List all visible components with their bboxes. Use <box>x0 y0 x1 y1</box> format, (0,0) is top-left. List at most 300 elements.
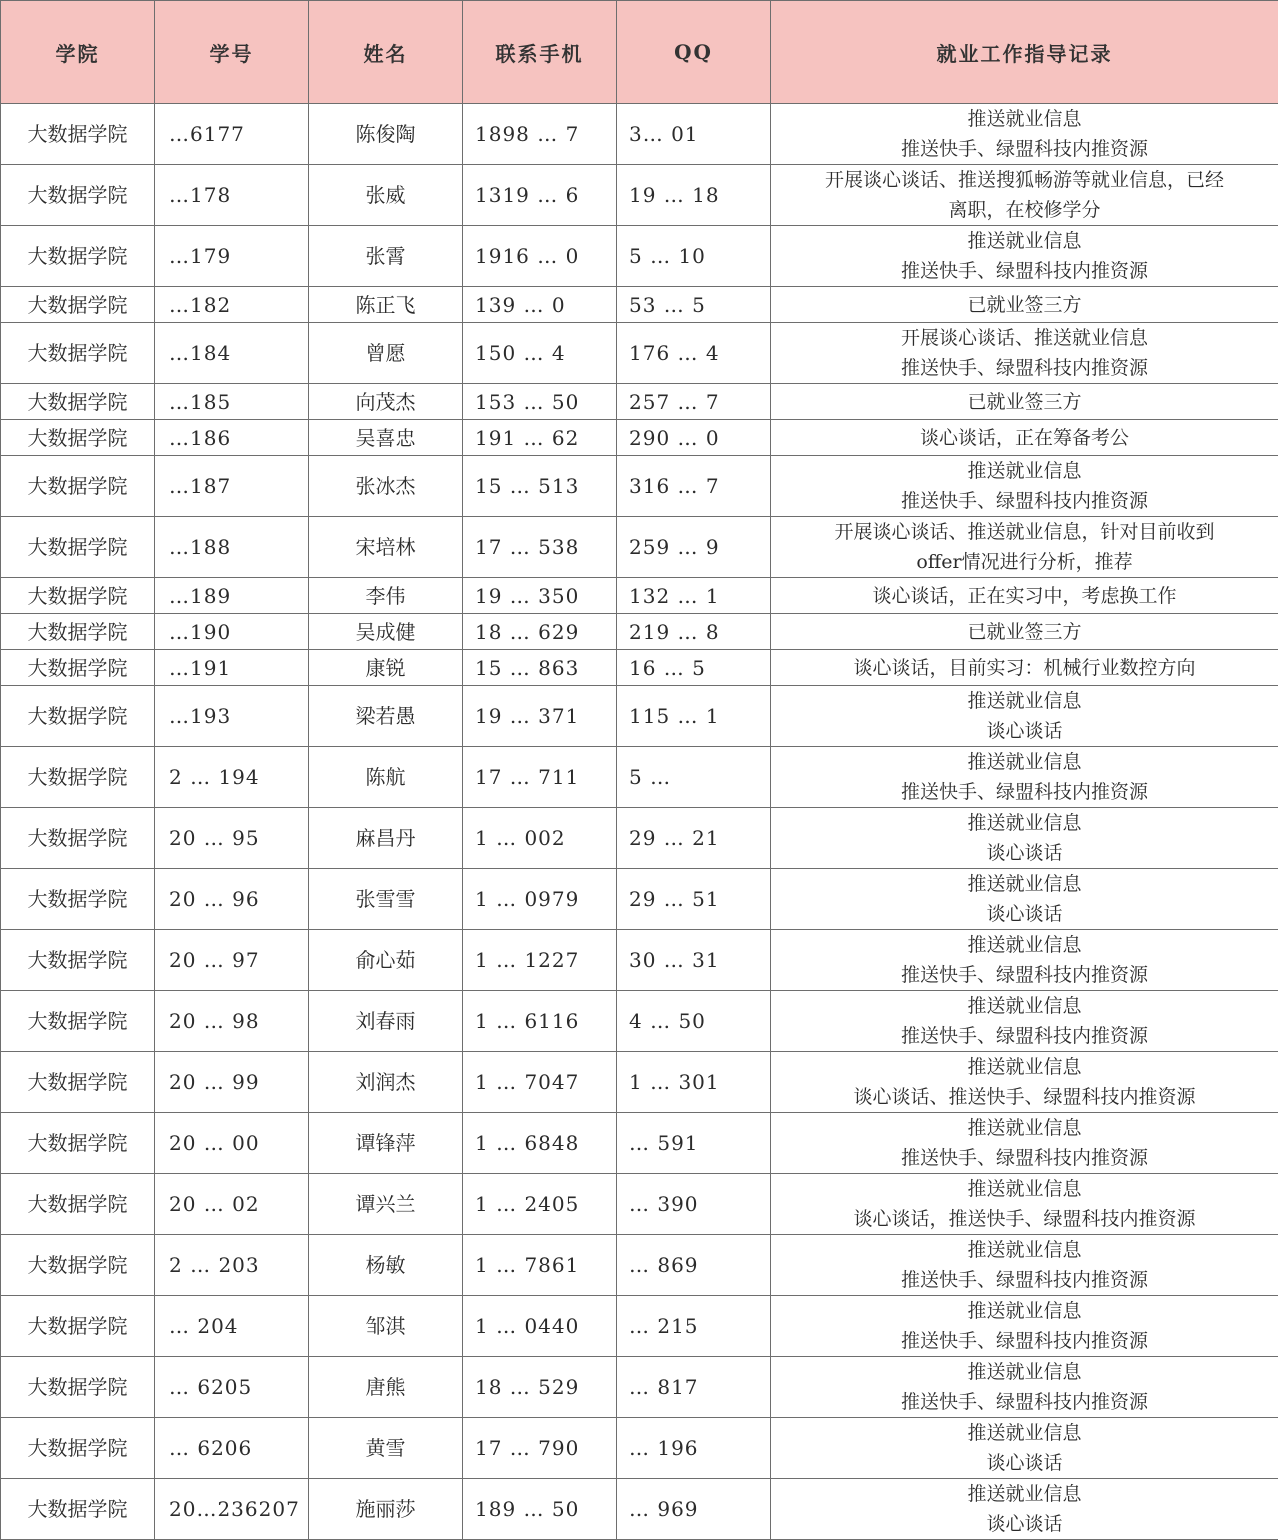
guidance-record-line: 推送就业信息 <box>775 1296 1274 1326</box>
student-id-cell <box>155 1235 309 1296</box>
table-row <box>1 287 1278 323</box>
student-name-cell-text: 梁若愚 <box>356 704 416 728</box>
table-row <box>1 614 1278 650</box>
table-row <box>1 1418 1278 1479</box>
guidance-record-cell <box>771 104 1278 165</box>
student-id-cell-text: 20 … 98 <box>169 1009 260 1033</box>
qq-cell-text: 316 … 7 <box>629 474 720 498</box>
phone-cell <box>463 1052 617 1113</box>
table-row <box>1 1113 1278 1174</box>
college-cell <box>1 1479 155 1540</box>
guidance-record-line: 推送就业信息 <box>775 1479 1274 1509</box>
guidance-record-line: 推送就业信息 <box>775 869 1274 899</box>
phone-cell <box>463 650 617 686</box>
college-cell-text: 大数据学院 <box>28 535 128 559</box>
qq-cell-text: 19 … 18 <box>629 183 720 207</box>
guidance-record-line: 推送就业信息 <box>775 1052 1274 1082</box>
student-id-cell-text: …186 <box>169 426 231 450</box>
college-cell <box>1 1174 155 1235</box>
guidance-record-line: 推送快手、绿盟科技内推资源 <box>775 1143 1274 1173</box>
table-row <box>1 869 1278 930</box>
student-id-cell-text: 2 … 194 <box>169 765 260 789</box>
phone-cell-text: 17 … 790 <box>475 1436 579 1460</box>
student-id-cell <box>155 747 309 808</box>
qq-cell <box>617 384 771 420</box>
college-cell-text: 大数据学院 <box>28 474 128 498</box>
college-cell <box>1 456 155 517</box>
qq-cell <box>617 420 771 456</box>
college-cell-text: 大数据学院 <box>28 765 128 789</box>
guidance-record-line: 推送就业信息 <box>775 1174 1274 1204</box>
guidance-record-line: 谈心谈话，目前实习：机械行业数控方向 <box>775 653 1274 683</box>
college-cell <box>1 226 155 287</box>
qq-cell <box>617 104 771 165</box>
student-id-cell-text: …191 <box>169 656 231 680</box>
student-name-cell <box>309 1357 463 1418</box>
phone-cell-text: 1 … 0440 <box>475 1314 579 1338</box>
student-id-cell <box>155 1479 309 1540</box>
student-id-cell <box>155 991 309 1052</box>
table-row <box>1 420 1278 456</box>
college-cell-text: 大数据学院 <box>28 1497 128 1521</box>
student-id-cell <box>155 323 309 384</box>
student-name-cell <box>309 1235 463 1296</box>
student-name-cell-text: 张雪雪 <box>356 887 416 911</box>
guidance-record-cell <box>771 614 1278 650</box>
table-row <box>1 323 1278 384</box>
phone-cell <box>463 930 617 991</box>
college-cell <box>1 747 155 808</box>
phone-cell-text: 1 … 7047 <box>475 1070 579 1094</box>
header-college: 学院 <box>1 1 155 104</box>
student-name-cell-text: 刘润杰 <box>356 1070 416 1094</box>
student-name-cell <box>309 869 463 930</box>
student-id-cell <box>155 808 309 869</box>
student-name-cell <box>309 1296 463 1357</box>
college-cell-text: 大数据学院 <box>28 1436 128 1460</box>
college-cell-text: 大数据学院 <box>28 1375 128 1399</box>
qq-cell <box>617 614 771 650</box>
guidance-record-line: 谈心谈话，正在筹备考公 <box>775 423 1274 453</box>
guidance-record-line: 推送就业信息 <box>775 686 1274 716</box>
table-row <box>1 165 1278 226</box>
guidance-record-line: 开展谈心谈话、推送就业信息 <box>775 323 1274 353</box>
college-cell-text: 大数据学院 <box>28 1253 128 1277</box>
college-cell-text: 大数据学院 <box>28 390 128 414</box>
student-name-cell <box>309 323 463 384</box>
phone-cell <box>463 747 617 808</box>
student-name-cell <box>309 1052 463 1113</box>
college-cell <box>1 1052 155 1113</box>
college-cell-text: 大数据学院 <box>28 1070 128 1094</box>
college-cell <box>1 1113 155 1174</box>
qq-cell-text: 5 … <box>629 765 671 789</box>
qq-cell-text: 257 … 7 <box>629 390 720 414</box>
guidance-record-line: 谈心谈话 <box>775 716 1274 746</box>
student-name-cell-text: 张霄 <box>366 244 406 268</box>
qq-cell <box>617 1357 771 1418</box>
phone-cell <box>463 1296 617 1357</box>
guidance-record-cell <box>771 456 1278 517</box>
phone-cell-text: 1 … 7861 <box>475 1253 579 1277</box>
qq-cell <box>617 323 771 384</box>
student-id-cell-text: …178 <box>169 183 231 207</box>
phone-cell-text: 17 … 711 <box>475 765 579 789</box>
student-name-cell-text: 向茂杰 <box>356 390 416 414</box>
student-name-cell-text: 吴成健 <box>356 620 416 644</box>
guidance-record-line: 推送快手、绿盟科技内推资源 <box>775 486 1274 516</box>
qq-cell <box>617 869 771 930</box>
table-row <box>1 930 1278 991</box>
college-cell-text: 大数据学院 <box>28 1314 128 1338</box>
phone-cell <box>463 104 617 165</box>
table-row <box>1 650 1278 686</box>
college-cell <box>1 1235 155 1296</box>
student-name-cell-text: 曾愿 <box>366 341 406 365</box>
student-id-cell-text: …185 <box>169 390 231 414</box>
guidance-record-cell <box>771 1052 1278 1113</box>
phone-cell <box>463 1235 617 1296</box>
phone-cell <box>463 991 617 1052</box>
guidance-record-line: 推送快手、绿盟科技内推资源 <box>775 1021 1274 1051</box>
table-row <box>1 104 1278 165</box>
student-id-cell-text: …182 <box>169 293 231 317</box>
guidance-record-cell <box>771 808 1278 869</box>
phone-cell-text: 1 … 1227 <box>475 948 579 972</box>
guidance-record-cell <box>771 650 1278 686</box>
phone-cell-text: 1 … 2405 <box>475 1192 579 1216</box>
student-id-cell <box>155 384 309 420</box>
student-name-cell <box>309 614 463 650</box>
guidance-record-line: 谈心谈话 <box>775 899 1274 929</box>
college-cell-text: 大数据学院 <box>28 948 128 972</box>
guidance-record-line: 推送就业信息 <box>775 104 1274 134</box>
table-row <box>1 578 1278 614</box>
student-id-cell <box>155 614 309 650</box>
guidance-record-cell <box>771 165 1278 226</box>
phone-cell-text: 18 … 529 <box>475 1375 579 1399</box>
college-cell <box>1 517 155 578</box>
qq-cell-text: 3… 01 <box>629 122 699 146</box>
student-name-cell-text: 李伟 <box>366 584 406 608</box>
guidance-record-line: 推送快手、绿盟科技内推资源 <box>775 777 1274 807</box>
guidance-record-line: 已就业签三方 <box>775 290 1274 320</box>
student-name-cell-text: 唐熊 <box>366 1375 406 1399</box>
college-cell <box>1 578 155 614</box>
phone-cell <box>463 1479 617 1540</box>
qq-cell-text: 53 … 5 <box>629 293 706 317</box>
college-cell-text: 大数据学院 <box>28 183 128 207</box>
phone-cell-text: 19 … 350 <box>475 584 579 608</box>
student-id-cell <box>155 1418 309 1479</box>
qq-cell <box>617 1235 771 1296</box>
phone-cell <box>463 578 617 614</box>
student-id-cell <box>155 686 309 747</box>
college-cell-text: 大数据学院 <box>28 656 128 680</box>
qq-cell-text: 5 … 10 <box>629 244 706 268</box>
student-id-cell <box>155 1357 309 1418</box>
qq-cell-text: … 390 <box>629 1192 699 1216</box>
qq-cell <box>617 1296 771 1357</box>
student-name-cell-text: 陈航 <box>366 765 406 789</box>
qq-cell-text: … 817 <box>629 1375 699 1399</box>
student-name-cell-text: 谭兴兰 <box>356 1192 416 1216</box>
header-student-id: 学号 <box>155 1 309 104</box>
qq-cell <box>617 1418 771 1479</box>
guidance-record-line: 推送快手、绿盟科技内推资源 <box>775 1387 1274 1417</box>
student-id-cell <box>155 1296 309 1357</box>
guidance-record-line: 推送快手、绿盟科技内推资源 <box>775 353 1274 383</box>
guidance-record-cell <box>771 287 1278 323</box>
qq-cell-text: 259 … 9 <box>629 535 720 559</box>
guidance-record-line: 推送就业信息 <box>775 808 1274 838</box>
guidance-record-cell <box>771 1357 1278 1418</box>
qq-cell <box>617 578 771 614</box>
table-row <box>1 686 1278 747</box>
college-cell-text: 大数据学院 <box>28 584 128 608</box>
phone-cell <box>463 323 617 384</box>
phone-cell-text: 15 … 863 <box>475 656 579 680</box>
student-id-cell <box>155 165 309 226</box>
student-name-cell <box>309 808 463 869</box>
student-id-cell-text: 20 … 00 <box>169 1131 260 1155</box>
phone-cell <box>463 869 617 930</box>
qq-cell <box>617 686 771 747</box>
qq-cell-text: … 969 <box>629 1497 699 1521</box>
student-name-cell <box>309 991 463 1052</box>
student-id-cell-text: …184 <box>169 341 231 365</box>
college-cell <box>1 991 155 1052</box>
header-guidance-record: 就业工作指导记录 <box>771 1 1278 104</box>
qq-cell-text: 290 … 0 <box>629 426 720 450</box>
phone-cell-text: 1 … 002 <box>475 826 566 850</box>
qq-cell-text: 132 … 1 <box>629 584 720 608</box>
student-id-cell <box>155 287 309 323</box>
phone-cell <box>463 614 617 650</box>
college-cell <box>1 650 155 686</box>
student-id-cell <box>155 517 309 578</box>
student-name-cell <box>309 686 463 747</box>
table-row <box>1 517 1278 578</box>
guidance-record-line: 谈心谈话 <box>775 1509 1274 1539</box>
qq-cell <box>617 650 771 686</box>
table-row <box>1 1052 1278 1113</box>
college-cell-text: 大数据学院 <box>28 620 128 644</box>
college-cell-text: 大数据学院 <box>28 341 128 365</box>
table-row <box>1 991 1278 1052</box>
guidance-record-cell <box>771 517 1278 578</box>
guidance-record-cell <box>771 686 1278 747</box>
student-id-cell-text: 20 … 95 <box>169 826 260 850</box>
college-cell-text: 大数据学院 <box>28 704 128 728</box>
qq-cell-text: 16 … 5 <box>629 656 706 680</box>
student-id-cell <box>155 456 309 517</box>
student-name-cell <box>309 930 463 991</box>
guidance-record-line: 谈心谈话 <box>775 838 1274 868</box>
qq-cell <box>617 1052 771 1113</box>
phone-cell <box>463 1113 617 1174</box>
student-id-cell-text: 20 … 02 <box>169 1192 260 1216</box>
college-cell <box>1 384 155 420</box>
student-id-cell-text: …179 <box>169 244 231 268</box>
student-name-cell-text: 杨敏 <box>366 1253 406 1277</box>
qq-cell-text: 176 … 4 <box>629 341 720 365</box>
guidance-record-cell <box>771 323 1278 384</box>
student-id-cell-text: 2 … 203 <box>169 1253 260 1277</box>
guidance-record-cell <box>771 1296 1278 1357</box>
college-cell-text: 大数据学院 <box>28 887 128 911</box>
phone-cell-text: 1 … 0979 <box>475 887 579 911</box>
guidance-record-line: 推送就业信息 <box>775 1357 1274 1387</box>
student-name-cell-text: 黄雪 <box>366 1436 406 1460</box>
student-id-cell <box>155 650 309 686</box>
header-name: 姓名 <box>309 1 463 104</box>
qq-cell-text: 219 … 8 <box>629 620 720 644</box>
qq-cell <box>617 1479 771 1540</box>
phone-cell-text: 1319 … 6 <box>475 183 579 207</box>
college-cell <box>1 104 155 165</box>
college-cell <box>1 1357 155 1418</box>
qq-cell <box>617 287 771 323</box>
guidance-record-line: 已就业签三方 <box>775 387 1274 417</box>
college-cell <box>1 686 155 747</box>
student-name-cell-text: 张威 <box>366 183 406 207</box>
student-name-cell-text: 俞心茹 <box>356 948 416 972</box>
student-name-cell <box>309 517 463 578</box>
student-id-cell-text: 20 … 97 <box>169 948 260 972</box>
qq-cell-text: … 215 <box>629 1314 699 1338</box>
qq-cell <box>617 226 771 287</box>
table-row <box>1 1479 1278 1540</box>
student-id-cell-text: …6177 <box>169 122 245 146</box>
header-qq: QQ <box>617 1 771 104</box>
student-id-cell-text: … 6206 <box>169 1436 252 1460</box>
guidance-record-cell <box>771 930 1278 991</box>
guidance-record-line: 谈心谈话、推送快手、绿盟科技内推资源 <box>775 1082 1274 1112</box>
student-id-cell-text: …193 <box>169 704 231 728</box>
table-row <box>1 1235 1278 1296</box>
college-cell <box>1 420 155 456</box>
student-id-cell-text: …190 <box>169 620 231 644</box>
phone-cell-text: 153 … 50 <box>475 390 579 414</box>
qq-cell <box>617 456 771 517</box>
college-cell <box>1 614 155 650</box>
student-name-cell-text: 邹淇 <box>366 1314 406 1338</box>
college-cell <box>1 1296 155 1357</box>
student-name-cell <box>309 104 463 165</box>
phone-cell-text: 1898 … 7 <box>475 122 579 146</box>
student-name-cell <box>309 578 463 614</box>
qq-cell <box>617 747 771 808</box>
guidance-record-cell <box>771 1174 1278 1235</box>
student-name-cell <box>309 650 463 686</box>
phone-cell-text: 1 … 6116 <box>475 1009 579 1033</box>
student-name-cell-text: 康锐 <box>366 656 406 680</box>
college-cell <box>1 930 155 991</box>
student-id-cell-text: … 204 <box>169 1314 239 1338</box>
guidance-record-line: 推送就业信息 <box>775 1418 1274 1448</box>
table-row <box>1 226 1278 287</box>
qq-cell-text: … 591 <box>629 1131 699 1155</box>
guidance-record-line: 推送就业信息 <box>775 226 1274 256</box>
student-id-cell-text: …187 <box>169 474 231 498</box>
phone-cell-text: 150 … 4 <box>475 341 566 365</box>
phone-cell-text: 191 … 62 <box>475 426 579 450</box>
table-row <box>1 1296 1278 1357</box>
phone-cell-text: 19 … 371 <box>475 704 579 728</box>
guidance-record-line: 推送快手、绿盟科技内推资源 <box>775 1265 1274 1295</box>
phone-cell <box>463 808 617 869</box>
qq-cell-text: 1 … 301 <box>629 1070 720 1094</box>
table-row <box>1 747 1278 808</box>
student-name-cell-text: 麻昌丹 <box>356 826 416 850</box>
phone-cell <box>463 1174 617 1235</box>
student-name-cell <box>309 165 463 226</box>
college-cell-text: 大数据学院 <box>28 826 128 850</box>
guidance-record-line: 推送就业信息 <box>775 930 1274 960</box>
guidance-record-line: 推送就业信息 <box>775 991 1274 1021</box>
student-name-cell <box>309 287 463 323</box>
guidance-record-line: 推送快手、绿盟科技内推资源 <box>775 960 1274 990</box>
guidance-record-line: 谈心谈话，正在实习中，考虑换工作 <box>775 581 1274 611</box>
student-name-cell-text: 张冰杰 <box>356 474 416 498</box>
college-cell-text: 大数据学院 <box>28 1192 128 1216</box>
guidance-record-line: 推送快手、绿盟科技内推资源 <box>775 1326 1274 1356</box>
college-cell <box>1 869 155 930</box>
phone-cell <box>463 456 617 517</box>
student-id-cell <box>155 1174 309 1235</box>
guidance-record-cell <box>771 869 1278 930</box>
college-cell <box>1 323 155 384</box>
table-row <box>1 1174 1278 1235</box>
guidance-record-line: 已就业签三方 <box>775 617 1274 647</box>
student-id-cell-text: 20 … 96 <box>169 887 260 911</box>
student-name-cell <box>309 1479 463 1540</box>
student-id-cell-text: …188 <box>169 535 231 559</box>
college-cell-text: 大数据学院 <box>28 122 128 146</box>
header-row <box>1 1 1278 104</box>
college-cell-text: 大数据学院 <box>28 293 128 317</box>
student-name-cell <box>309 420 463 456</box>
guidance-record-line: 开展谈心谈话、推送就业信息，针对目前收到 <box>775 517 1274 547</box>
qq-cell-text: 4 … 50 <box>629 1009 706 1033</box>
guidance-record-cell <box>771 747 1278 808</box>
guidance-record-line: 推送就业信息 <box>775 1113 1274 1143</box>
qq-cell-text: … 869 <box>629 1253 699 1277</box>
phone-cell-text: 189 … 50 <box>475 1497 579 1521</box>
phone-cell-text: 139 … 0 <box>475 293 566 317</box>
guidance-record-line: 推送就业信息 <box>775 747 1274 777</box>
student-id-cell <box>155 420 309 456</box>
student-id-cell <box>155 1113 309 1174</box>
table-row <box>1 384 1278 420</box>
guidance-record-cell <box>771 1418 1278 1479</box>
guidance-record-line: 推送快手、绿盟科技内推资源 <box>775 256 1274 286</box>
student-name-cell-text: 陈俊陶 <box>356 122 416 146</box>
student-id-cell <box>155 930 309 991</box>
college-cell <box>1 287 155 323</box>
guidance-record-line: 推送就业信息 <box>775 456 1274 486</box>
phone-cell <box>463 686 617 747</box>
student-name-cell-text: 吴喜忠 <box>356 426 416 450</box>
student-id-cell-text: 20 … 99 <box>169 1070 260 1094</box>
phone-cell <box>463 517 617 578</box>
college-cell-text: 大数据学院 <box>28 426 128 450</box>
phone-cell-text: 1 … 6848 <box>475 1131 579 1155</box>
guidance-record-cell <box>771 1479 1278 1540</box>
phone-cell-text: 1916 … 0 <box>475 244 579 268</box>
student-id-cell <box>155 226 309 287</box>
